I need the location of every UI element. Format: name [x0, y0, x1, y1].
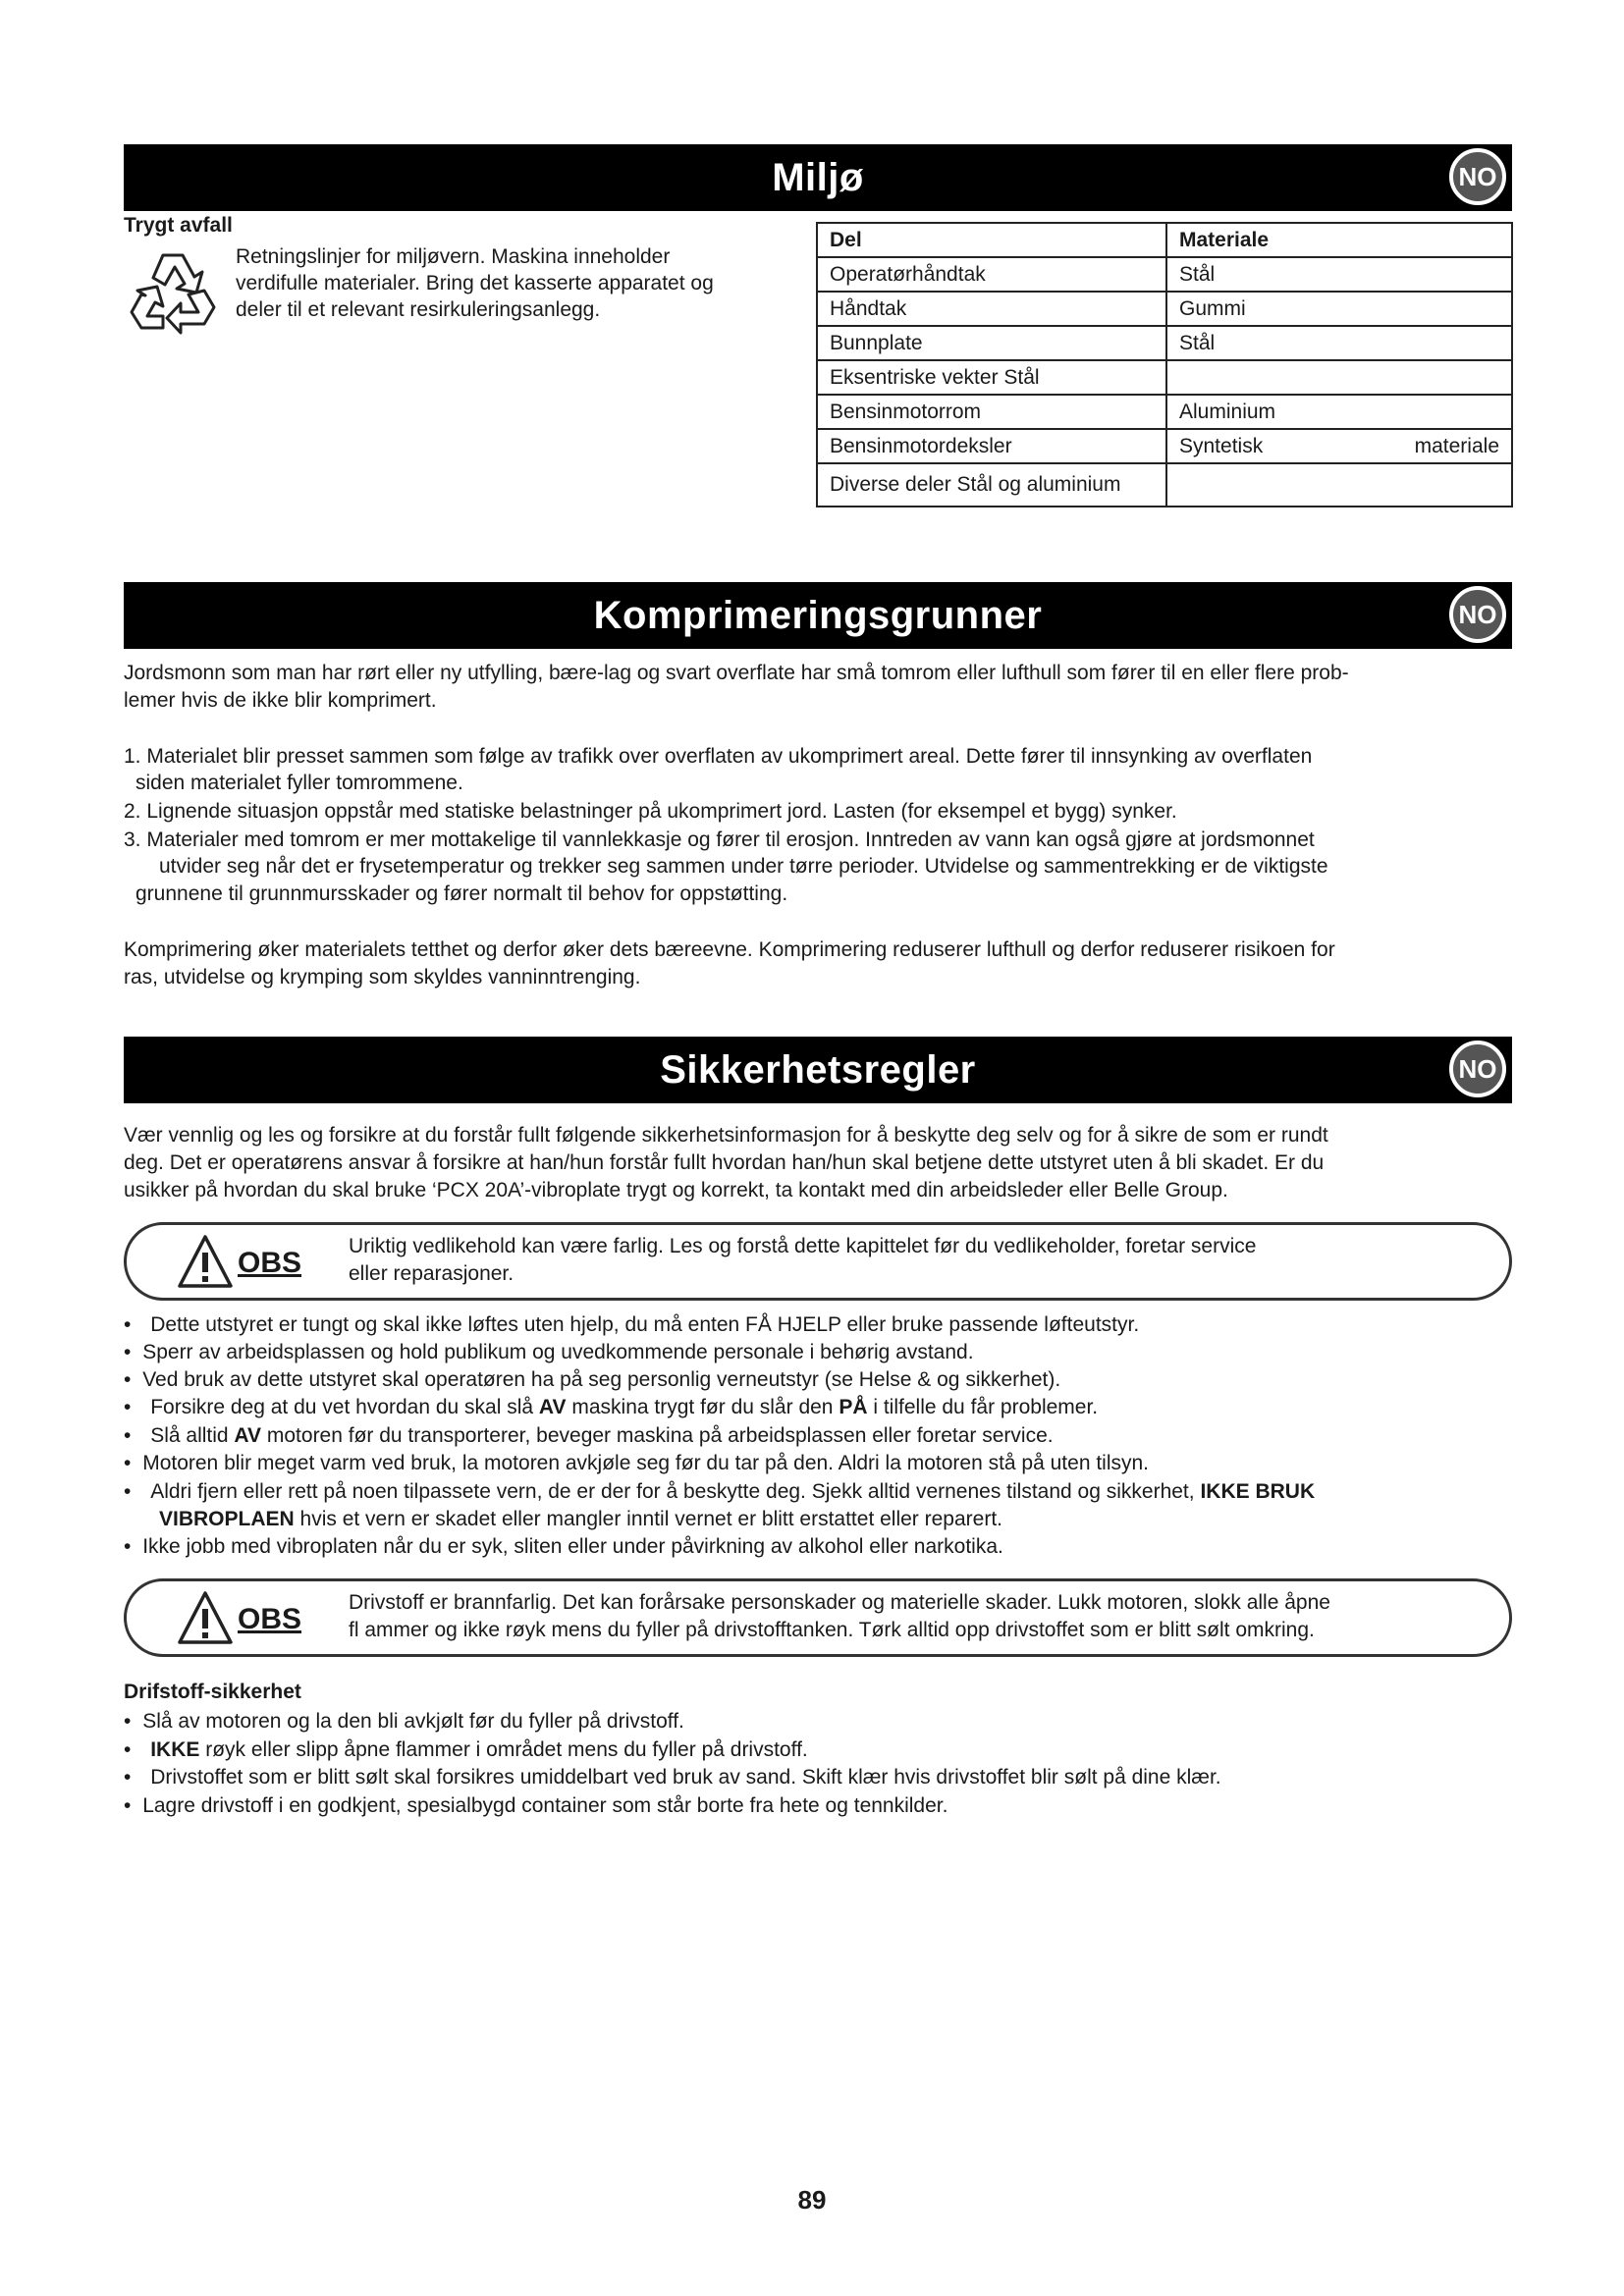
table-cell: Bunnplate: [817, 326, 1166, 360]
bullet-dot: •: [124, 1535, 132, 1558]
bullet-text: Aldri fjern eller rett på noen tilpassete vern, de er der for å beskytte deg. Sjekk alltid vernenes tilstand og sikkerhet,: [150, 1480, 1201, 1503]
bullet-dot: •: [124, 1766, 132, 1789]
disposal-text-line2: verdifulle materialer. Bring det kasserte apparatet og: [236, 272, 714, 294]
bullet-text: Dette utstyret er tungt og skal ikke løftes uten hjelp, du må enten FÅ HJELP eller bruke passende løfteutstyr.: [150, 1313, 1140, 1336]
bullet-bold: AV: [234, 1424, 262, 1447]
bullet-dot: •: [124, 1738, 132, 1761]
recycle-icon: [126, 247, 220, 336]
table-header-row: [817, 223, 1512, 257]
bullet-text: Slå av motoren og la den bli avkjølt før du fyller på drivstoff.: [142, 1710, 684, 1733]
table-cell: Aluminium: [1166, 395, 1512, 429]
bullet-text: Slå alltid: [150, 1424, 235, 1447]
bullet-text: i tilfelle du får problemer.: [867, 1396, 1099, 1418]
kompr-item3-line2: utvider seg når det er frysetemperatur og trekker seg sammen under tørre perioder. Utvidelse og sammentrekking er de viktigste: [159, 855, 1328, 878]
bullet-text: Ved bruk av dette utstyret skal operatøren ha på seg personlig verneutstyr (se Helse & og sikkerhet).: [142, 1368, 1061, 1391]
kompr-item1-line2: siden materialet fyller tomrommene.: [135, 772, 463, 794]
language-badge: NO: [1449, 148, 1506, 205]
bullet-bold: AV: [538, 1396, 567, 1418]
disposal-text-line3: deler til et relevant resirkuleringsanlegg.: [236, 298, 601, 321]
table-row: [817, 429, 1512, 463]
fuel-bullet-item: [124, 1736, 808, 1764]
table-header-material: Materiale: [1166, 223, 1512, 257]
table-cell: Håndtak: [817, 292, 1166, 326]
fuel-safety-title: Drifstoff-sikkerhet: [124, 1681, 301, 1703]
fuel-bullet-item: [124, 1708, 684, 1735]
table-cell: [1166, 463, 1512, 507]
table-row: [817, 257, 1512, 292]
page-number: 89: [797, 2185, 827, 2215]
obs-warning-box-1: [124, 1222, 1512, 1301]
bullet-dot: •: [124, 1313, 132, 1336]
material-text-cont: materiale: [1414, 434, 1499, 457]
section-header-kompr: [124, 582, 1512, 649]
table-row: [817, 326, 1512, 360]
bullet-dot: •: [124, 1424, 132, 1447]
bullet-dot: •: [124, 1396, 132, 1418]
language-badge: NO: [1449, 1041, 1506, 1097]
bullet-text: maskina trygt før du slår den: [566, 1396, 839, 1418]
section-header-miljo: [124, 144, 1512, 211]
table-cell: Diverse deler Stål og aluminium: [817, 463, 1166, 507]
obs-label: OBS: [238, 1247, 302, 1279]
table-cell: Stål: [1166, 326, 1512, 360]
bullet-bold: VIBROPLAEN: [159, 1508, 295, 1530]
obs-text-line2: eller reparasjoner.: [349, 1262, 514, 1285]
bullet-item: [124, 1339, 974, 1366]
bullet-text: hvis et vern er skadet eller mangler inntil vernet er blitt erstattet eller reparert.: [294, 1508, 1002, 1530]
kompr-item1-line1: 1. Materialet blir presset sammen som følge av trafikk over overflaten av ukomprimert areal. Dette fører til innsynking av overflaten: [124, 745, 1313, 768]
table-cell: Stål: [1166, 257, 1512, 292]
table-row: [817, 395, 1512, 429]
table-cell: Gummi: [1166, 292, 1512, 326]
bullet-text: Ikke jobb med vibroplaten når du er syk, sliten eller under påvirkning av alkohol eller narkotika.: [142, 1535, 1003, 1558]
section-title: Komprimeringsgrunner: [593, 594, 1043, 637]
kompr-item2: 2. Lignende situasjon oppstår med statiske belastninger på ukomprimert jord. Lasten (for eksempel et bygg) synker.: [124, 800, 1177, 823]
obs-label: OBS: [238, 1603, 302, 1635]
table-row: [817, 463, 1512, 507]
safe-disposal-title: Trygt avfall: [124, 214, 233, 237]
bullet-text: Forsikre deg at du vet hvordan du skal slå: [150, 1396, 539, 1418]
bullet-text: røyk eller slipp åpne flammer i området mens du fyller på drivstoff.: [199, 1738, 808, 1761]
kompr-item3-line1: 3. Materialer med tomrom er mer mottakelige til vannlekkasje og fører til erosjon. Inntreden av vann kan også gjøre at jordsmonnet: [124, 828, 1315, 851]
bullet-item: [124, 1533, 1003, 1561]
obs-text-line2: fl ammer og ikke røyk mens du fyller på drivstofftanken. Tørk alltid opp drivstoffet som er blitt sølt omkring.: [349, 1619, 1315, 1641]
obs-text-line1: Drivstoff er brannfarlig. Det kan forårsake personskader og materielle skader. Lukk motoren, slokk alle åpne: [349, 1591, 1330, 1614]
bullet-text: Drivstoffet som er blitt sølt skal forsikres umiddelbart ved bruk av sand. Skift klær hvis drivstoffet blir sølt på dine klær.: [150, 1766, 1221, 1789]
bullet-text: motoren før du transporterer, beveger maskina på arbeidsplassen eller foretar service.: [261, 1424, 1054, 1447]
fuel-bullet-item: [124, 1764, 1221, 1791]
section-title: Miljø: [772, 156, 864, 199]
table-row: [817, 360, 1512, 395]
table-cell: Eksentriske vekter Stål: [817, 360, 1166, 395]
table-header-part: Del: [817, 223, 1166, 257]
section-title: Sikkerhetsregler: [660, 1048, 976, 1092]
bullet-dot: •: [124, 1710, 132, 1733]
table-cell: Bensinmotordeksler: [817, 429, 1166, 463]
warning-icon: [176, 1589, 235, 1646]
bullet-dot: •: [124, 1452, 132, 1474]
bullet-text: Lagre drivstoff i en godkjent, spesialbygd container som står borte fra hete og tennkilder.: [142, 1794, 948, 1817]
kompr-outro-line2: ras, utvidelse og krymping som skyldes vanninntrenging.: [124, 966, 641, 988]
bullet-item: [124, 1478, 1315, 1506]
sikker-intro-line2: deg. Det er operatørens ansvar å forsikre at han/hun forstår fullt hvordan han/hun skal betjene dette utstyret uten å bli skadet. Er du: [124, 1151, 1325, 1174]
material-text: Syntetisk: [1179, 434, 1264, 457]
disposal-text-line1: Retningslinjer for miljøvern. Maskina inneholder: [236, 245, 671, 268]
bullet-text: Sperr av arbeidsplassen og hold publikum og uvedkommende personale i behørig avstand.: [142, 1341, 974, 1363]
bullet-bold: IKKE: [150, 1738, 200, 1761]
obs-warning-box-2: [124, 1578, 1512, 1657]
kompr-outro-line1: Komprimering øker materialets tetthet og derfor øker dets bæreevne. Komprimering reduserer lufthull og derfor reduserer risikoen for: [124, 938, 1335, 961]
sikker-intro-line3: usikker på hvordan du skal bruke ‘PCX 20A’-vibroplate trygt og korrekt, ta kontakt med din arbeidsleder eller Belle Group.: [124, 1179, 1228, 1201]
section-header-sikker: [124, 1037, 1512, 1103]
bullet-dot: •: [124, 1794, 132, 1817]
fuel-bullet-item: [124, 1792, 947, 1820]
table-cell: Bensinmotorrom: [817, 395, 1166, 429]
table-cell: [1166, 360, 1512, 395]
sikker-intro-line1: Vær vennlig og les og forsikre at du forstår fullt følgende sikkerhetsinformasjon for å beskytte deg selv og for å sikre de som er rundt: [124, 1124, 1328, 1147]
bullet-dot: •: [124, 1368, 132, 1391]
bullet-text: Motoren blir meget varm ved bruk, la motoren avkjøle seg før du tar på den. Aldri la motoren stå på uten tilsyn.: [142, 1452, 1150, 1474]
bullet-dot: •: [124, 1480, 132, 1503]
bullet-item: [124, 1450, 1149, 1477]
kompr-item3-line3: grunnene til grunnmursskader og fører normalt til behov for oppstøtting.: [135, 882, 788, 905]
obs-text: [349, 1589, 1450, 1644]
table-cell: [1166, 429, 1512, 463]
bullet-item: [124, 1422, 1054, 1450]
materials-table: [816, 222, 1513, 507]
bullet-item-cont: [159, 1506, 1002, 1533]
obs-text-line1: Uriktig vedlikehold kan være farlig. Les og forstå dette kapittelet før du vedlikeholder, foretar service: [349, 1235, 1257, 1257]
bullet-bold: PÅ: [839, 1396, 868, 1418]
warning-icon: [176, 1233, 235, 1290]
bullet-item: [124, 1394, 1098, 1421]
table-cell: Operatørhåndtak: [817, 257, 1166, 292]
bullet-bold: IKKE BRUK: [1200, 1480, 1316, 1503]
bullet-dot: •: [124, 1341, 132, 1363]
table-row: [817, 292, 1512, 326]
kompr-intro-line2: lemer hvis de ikke blir komprimert.: [124, 689, 437, 712]
kompr-intro-line1: Jordsmonn som man har rørt eller ny utfylling, bære-lag og svart overflate har små tomrom eller lufthull som fører til en eller flere prob-: [124, 662, 1349, 684]
obs-text: [349, 1233, 1450, 1288]
bullet-item: [124, 1366, 1060, 1394]
bullet-item: [124, 1311, 1139, 1339]
language-badge: NO: [1449, 586, 1506, 643]
